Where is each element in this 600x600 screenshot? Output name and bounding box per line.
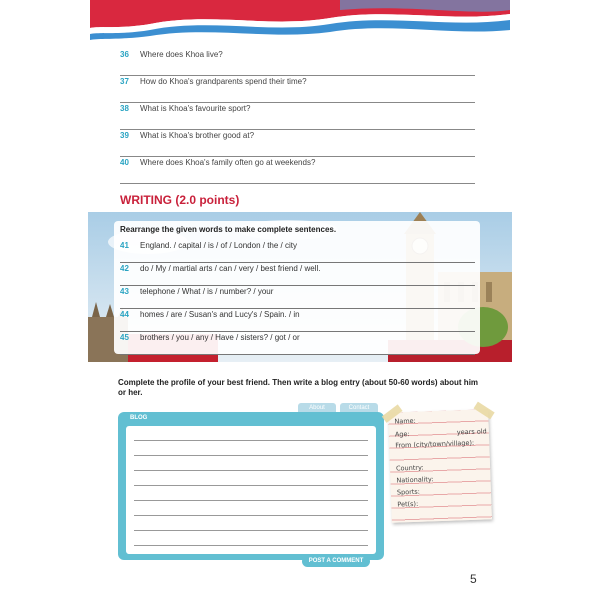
field-age[interactable]: Age: — [394, 430, 410, 439]
writing-item-44 — [120, 310, 475, 332]
question-37 — [120, 77, 475, 103]
writing-panel — [114, 221, 480, 354]
top-banner — [90, 0, 510, 42]
tape-right — [474, 402, 495, 420]
item-words: England. / capital / is / of / London / the / city — [140, 241, 297, 250]
writing-line — [134, 470, 368, 471]
item-number: 45 — [120, 333, 129, 342]
answer-line[interactable] — [120, 285, 475, 286]
answer-line[interactable] — [120, 102, 475, 103]
question-number: 39 — [120, 131, 129, 140]
question-39 — [120, 131, 475, 157]
item-words: do / My / martial arts / can / very / best friend / well. — [140, 264, 321, 273]
answer-line[interactable] — [120, 262, 475, 263]
post-comment-button[interactable]: POST A COMMENT — [302, 556, 370, 567]
question-40 — [120, 158, 475, 184]
item-words: brothers / you / any / Have / sisters? / got / or — [140, 333, 300, 342]
writing-section-title: WRITING (2.0 points) — [120, 193, 240, 207]
writing-item-41 — [120, 241, 475, 263]
writing-line — [134, 500, 368, 501]
writing-line — [134, 515, 368, 516]
item-number: 43 — [120, 287, 129, 296]
field-pets[interactable]: Pet(s): — [397, 499, 419, 509]
answer-line[interactable] — [120, 183, 475, 184]
blog-title: BLOG — [130, 415, 148, 421]
answer-line[interactable] — [120, 308, 475, 309]
answer-line[interactable] — [120, 129, 475, 130]
item-words: telephone / What / is / number? / your — [140, 287, 274, 296]
writing-line — [134, 440, 368, 441]
profile-instruction: Complete the profile of your best friend. Then write a blog entry (about 50-60 words) about him or her. — [118, 378, 479, 397]
answer-line[interactable] — [120, 331, 475, 332]
question-36 — [120, 50, 475, 76]
writing-instruction: Rearrange the given words to make complete sentences. — [120, 225, 337, 234]
question-number: 40 — [120, 158, 129, 167]
question-number: 37 — [120, 77, 129, 86]
field-country[interactable]: Country: — [395, 463, 424, 473]
page-number: 5 — [470, 572, 477, 586]
writing-item-43 — [120, 287, 475, 309]
question-number: 36 — [120, 50, 129, 59]
question-text: How do Khoa's grandparents spend their time? — [140, 77, 307, 86]
tab-contact[interactable]: Contact — [340, 403, 378, 414]
answer-line[interactable] — [120, 156, 475, 157]
question-text: What is Khoa's favourite sport? — [140, 104, 251, 113]
question-38 — [120, 104, 475, 130]
answer-line[interactable] — [120, 354, 475, 355]
blog-box — [118, 412, 384, 560]
item-number: 41 — [120, 241, 129, 250]
question-text: Where does Khoa's family often go at weekends? — [140, 158, 316, 167]
field-from[interactable]: From (city/town/village): — [395, 438, 475, 450]
blog-writing-area[interactable] — [126, 426, 376, 554]
writing-line — [134, 530, 368, 531]
answer-line[interactable] — [120, 75, 475, 76]
profile-note-card — [388, 409, 492, 522]
writing-item-42 — [120, 264, 475, 286]
writing-line — [134, 485, 368, 486]
writing-line — [134, 455, 368, 456]
field-nationality[interactable]: Nationality: — [396, 475, 434, 485]
item-number: 44 — [120, 310, 129, 319]
field-sports[interactable]: Sports: — [396, 487, 421, 497]
writing-line — [134, 545, 368, 546]
field-age-suffix: years old — [456, 427, 487, 437]
field-name[interactable]: Name: — [394, 416, 416, 426]
question-text: What is Khoa's brother good at? — [140, 131, 255, 140]
item-number: 42 — [120, 264, 129, 273]
writing-item-45 — [120, 333, 475, 355]
item-words: homes / are / Susan's and Lucy's / Spain. / in — [140, 310, 300, 319]
question-number: 38 — [120, 104, 129, 113]
tab-about[interactable]: About — [298, 403, 336, 414]
question-text: Where does Khoa live? — [140, 50, 223, 59]
